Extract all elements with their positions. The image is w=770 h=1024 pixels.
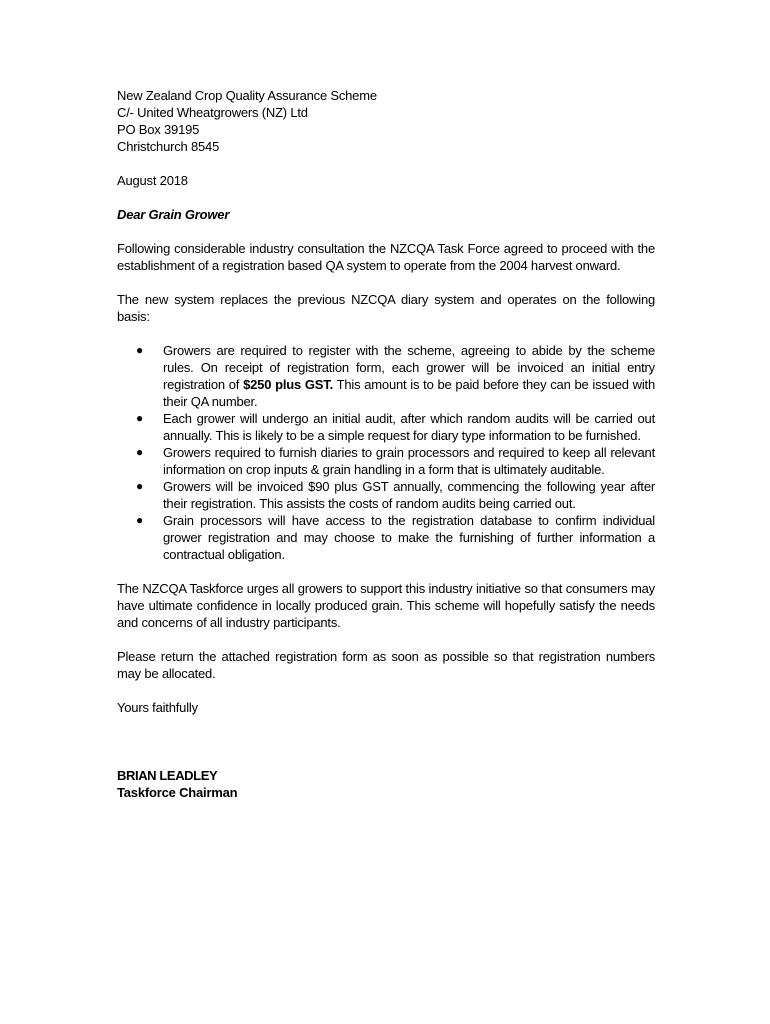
signature-block xyxy=(117,767,655,801)
list-item xyxy=(136,512,655,563)
letter-date: August 2018 xyxy=(117,173,188,188)
letter-page xyxy=(117,87,655,801)
bullet-1-text-end: This amount is to be paid before they can be issued with their QA number. xyxy=(163,377,655,409)
bullet-3-text: Growers required to furnish diaries to grain processors and required to keep all relevant information on crop inputs & grain handling in a form that is ultimately auditable. xyxy=(163,445,655,477)
address-line-4: Christchurch 8545 xyxy=(117,139,220,154)
bullet-1-text-start: Growers are required to register with the scheme, agreeing to abide by the scheme rules. On receipt of registration form, each grower will be invoiced an initial entry registration of xyxy=(163,343,655,392)
list-item xyxy=(136,410,655,444)
address-line-1: New Zealand Crop Quality Assurance Scheme xyxy=(117,88,377,103)
paragraph-return: Please return the attached registration form as soon as possible so that registration numbers may be allocated. xyxy=(117,649,655,681)
bullet-icon: ● xyxy=(136,479,144,493)
list-item xyxy=(136,342,655,410)
address-line-3: PO Box 39195 xyxy=(117,122,200,137)
list-item xyxy=(136,444,655,478)
paragraph-system: The new system replaces the previous NZCQA diary system and operates on the following basis: xyxy=(117,292,655,324)
bullet-icon: ● xyxy=(136,445,144,459)
paragraph-urge: The NZCQA Taskforce urges all growers to support this industry initiative so that consumers may have ultimate confidence in locally produced grain. This scheme will hopefully satisfy the needs and concerns of all industry participants. xyxy=(117,581,655,630)
closing: Yours faithfully xyxy=(117,700,198,715)
signatory-title: Taskforce Chairman xyxy=(117,785,238,800)
bullet-icon: ● xyxy=(136,411,144,425)
list-item xyxy=(136,478,655,512)
bullet-1-fee: $250 plus GST. xyxy=(243,377,333,392)
bullet-4-text: Growers will be invoiced $90 plus GST annually, commencing the following year after their registration. This assists the costs of random audits being carried out. xyxy=(163,479,655,511)
bullet-2-text: Each grower will undergo an initial audit, after which random audits will be carried out annually. This is likely to be a simple request for diary type information to be furnished. xyxy=(163,411,655,443)
bullet-icon: ● xyxy=(136,513,144,527)
bullet-list xyxy=(117,342,655,563)
sender-address xyxy=(117,87,655,155)
signatory-name: BRIAN LEADLEY xyxy=(117,768,218,783)
bullet-5-text: Grain processors will have access to the registration database to confirm individual grower registration and may choose to make the furnishing of further information a contractual obligation. xyxy=(163,513,655,562)
address-line-2: C/- United Wheatgrowers (NZ) Ltd xyxy=(117,105,308,120)
salutation: Dear Grain Grower xyxy=(117,207,230,222)
paragraph-intro: Following considerable industry consultation the NZCQA Task Force agreed to proceed with the establishment of a registration based QA system to operate from the 2004 harvest onward. xyxy=(117,241,655,273)
bullet-icon: ● xyxy=(136,343,144,357)
